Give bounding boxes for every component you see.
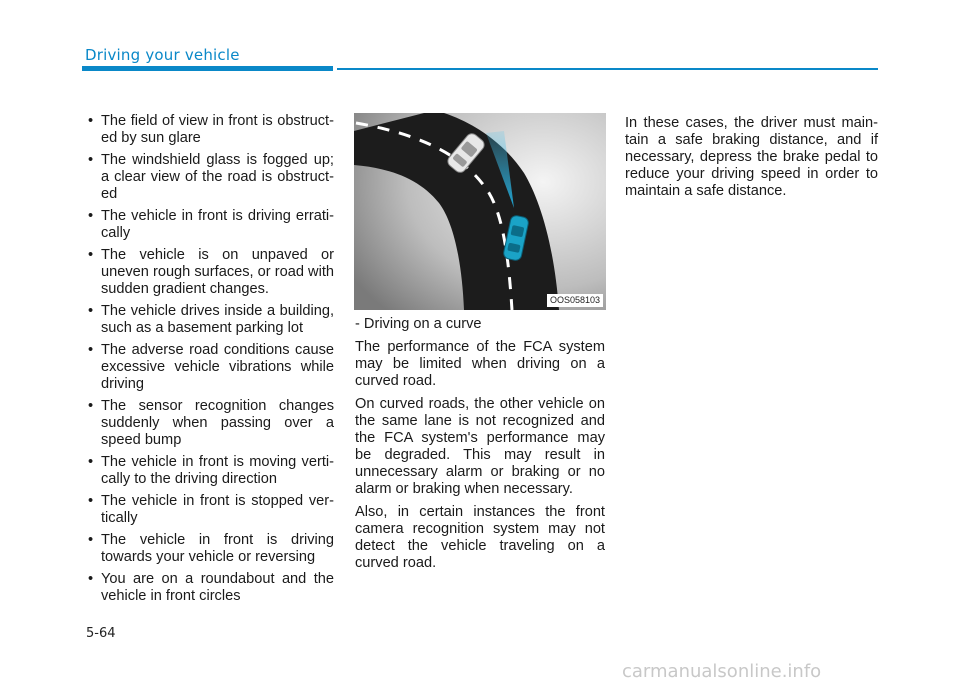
paragraph: On curved roads, the other vehicle on the same lane is not recognized and the FCA system's performance may be degraded. This may result in unnecessary alarm or braking or no alarm or braking when necessary.	[355, 396, 605, 497]
list-item: • The adverse road conditions cause excessive vehicle vibrations while driving	[86, 342, 334, 393]
list-item: • The vehicle in front is driving erratically	[86, 208, 334, 242]
header-title: Driving your vehicle	[85, 46, 240, 64]
header-rule-thick	[82, 66, 333, 71]
list-item: • The vehicle in front is moving vertically to the driving direction	[86, 454, 334, 488]
figure-code: OOS058103	[547, 294, 603, 307]
header-rule-thin	[337, 68, 878, 70]
paragraph: In these cases, the driver must maintain a safe braking distance, and if necessary, depress the brake pedal to reduce your driving speed in order to maintain a safe distance.	[625, 115, 878, 199]
list-item: • The vehicle in front is stopped vertically	[86, 493, 334, 527]
list-item: • The vehicle in front is driving towards your vehicle or reversing	[86, 532, 334, 566]
condition-list	[86, 113, 334, 605]
list-item: • The vehicle drives inside a building, such as a basement parking lot	[86, 303, 334, 337]
curve-road-svg	[354, 113, 606, 310]
list-item: • The sensor recognition changes suddenly when passing over a speed bump	[86, 398, 334, 449]
watermark: carmanualsonline.info	[622, 661, 822, 682]
paragraph: Also, in certain instances the front camera recognition system may not detect the vehicle traveling on a curved road.	[355, 504, 605, 571]
right-column	[625, 115, 878, 206]
list-item: • The vehicle is on unpaved or uneven rough surfaces, or road with sudden gradient changes.	[86, 247, 334, 298]
curve-heading: - Driving on a curve	[355, 316, 482, 332]
curve-road-illustration	[354, 113, 606, 310]
left-column	[86, 113, 334, 610]
middle-column	[355, 316, 605, 578]
paragraph: The performance of the FCA system may be limited when driving on a curved road.	[355, 339, 605, 389]
page-number: 5-64	[86, 626, 116, 641]
list-item: • The field of view in front is obstructed by sun glare	[86, 113, 334, 147]
list-item: • You are on a roundabout and the vehicle in front circles	[86, 571, 334, 605]
list-item: • The windshield glass is fogged up; a clear view of the road is obstructed	[86, 152, 334, 203]
